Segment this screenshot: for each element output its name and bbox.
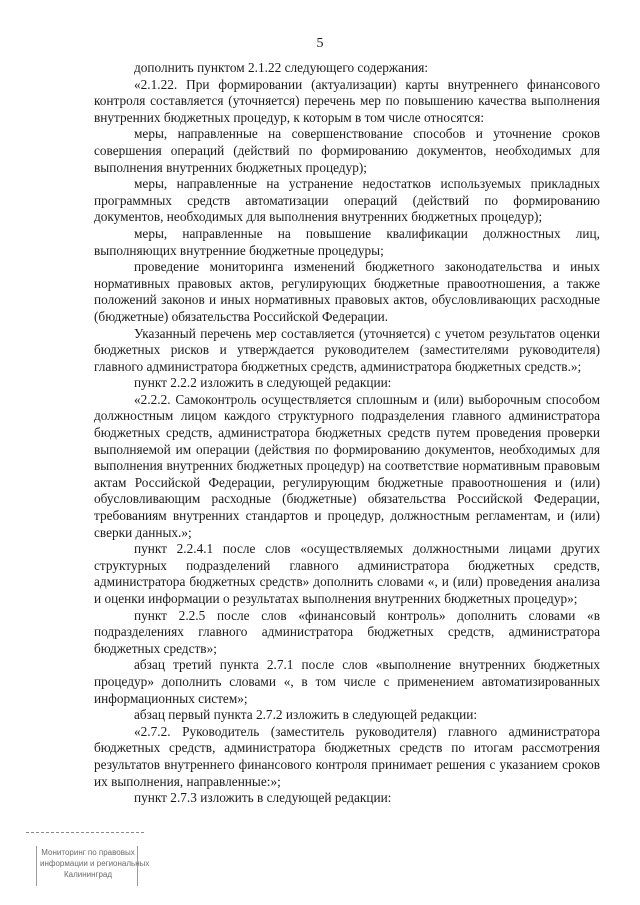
paragraph: «2.2.2. Самоконтроль осуществляется сплошным и (или) выборочным способом должностным лицом каждого структурного подразделения главного администратора бюджетных средств, администратора бюджетных средств путем проведения проверки выполняемой им операции (действия по формированию документов, необходимых для выполнения внутренних бюджетных процедур) на соответствие нормативным правовым актам Российской Федерации, регулирующим бюджетные правоотношения и (или) обусловливающим расходные (бюджетные) обязательства Российской Федерации, требованиям внутренних стандартов и процедур, должностным регламентам, и (или) сверки данных.»; <box>94 391 600 540</box>
page-number: 5 <box>316 36 324 51</box>
paragraph: пункт 2.2.5 после слов «финансовый контроль» дополнить словами «в подразделениях главного администратора бюджетных средств, администратора бюджетных средств»; <box>94 607 600 656</box>
paragraph: Указанный перечень мер составляется (уточняется) с учетом результатов оценки бюджетных рисков и утверждается руководителем (заместителями руководителя) главного администратора бюджетных средств, администратора бюджетных средств.»; <box>94 325 600 374</box>
paragraph: «2.7.2. Руководитель (заместитель руководителя) главного администратора бюджетных средств, администратора бюджетных средств по итогам рассмотрения результатов внутреннего финансового контроля принимает решения с указанием сроков их выполнения, направленные:»; <box>94 723 600 789</box>
paragraph: дополнить пунктом 2.1.22 следующего содержания: <box>134 60 429 75</box>
stamp-line: информации и региональных <box>40 859 150 868</box>
paragraph: пункт 2.2.2 изложить в следующей редакции: <box>134 375 392 391</box>
paragraph: пункт 2.2.4.1 после слов «осуществляемых должностными лицами других структурных подразделений главного администратора бюджетных средств, администратора бюджетных средств» дополнить словами «, и (или) проведения анализа и оценки информации о результатах выполнения внутренних бюджетных процедур»; <box>94 541 600 606</box>
registration-stamp <box>26 832 150 892</box>
paragraph: меры, направленные на устранение недостатков используемых прикладных программных средств автоматизации операций (действий по формированию документов, необходимых для выполнения внутренних бюджетных процедур); <box>94 176 600 225</box>
document-body <box>94 60 600 807</box>
paragraph: абзац третий пункта 2.7.1 после слов «выполнение внутренних бюджетных процедур» дополнить словами «, в том числе с применением автоматизированных информационных систем»; <box>94 657 600 706</box>
stamp-divider <box>26 832 144 837</box>
paragraph: «2.1.22. При формировании (актуализации) карты внутреннего финансового контроля составляется (уточняется) перечень мер по повышению качества выполнения внутренних бюджетных процедур, к которым в том числе относятся: <box>94 76 600 125</box>
paragraph: меры, направленные на повышение квалификации должностных лиц, выполняющих внутренние бюджетные процедуры; <box>94 225 600 258</box>
paragraph: абзац первый пункта 2.7.2 изложить в следующей редакции: <box>134 707 478 723</box>
paragraph: проведение мониторинга изменений бюджетного законодательства и иных нормативных правовых актов, регулирующих бюджетные правоотношения, а также положений законов и иных нормативных правовых актов, обусловливающих расходные (бюджетные) обязательства Российской Федерации. <box>94 259 600 324</box>
paragraph: пункт 2.7.3 изложить в следующей редакции: <box>134 790 392 806</box>
stamp-line: Калининград <box>63 870 113 879</box>
paragraph: меры, направленные на совершенствование способов и уточнение сроков совершения операций (действий по формированию документов, необходимых для выполнения внутренних бюджетных процедур); <box>94 126 600 175</box>
stamp-line: Мониторинг по правовых <box>41 848 135 857</box>
